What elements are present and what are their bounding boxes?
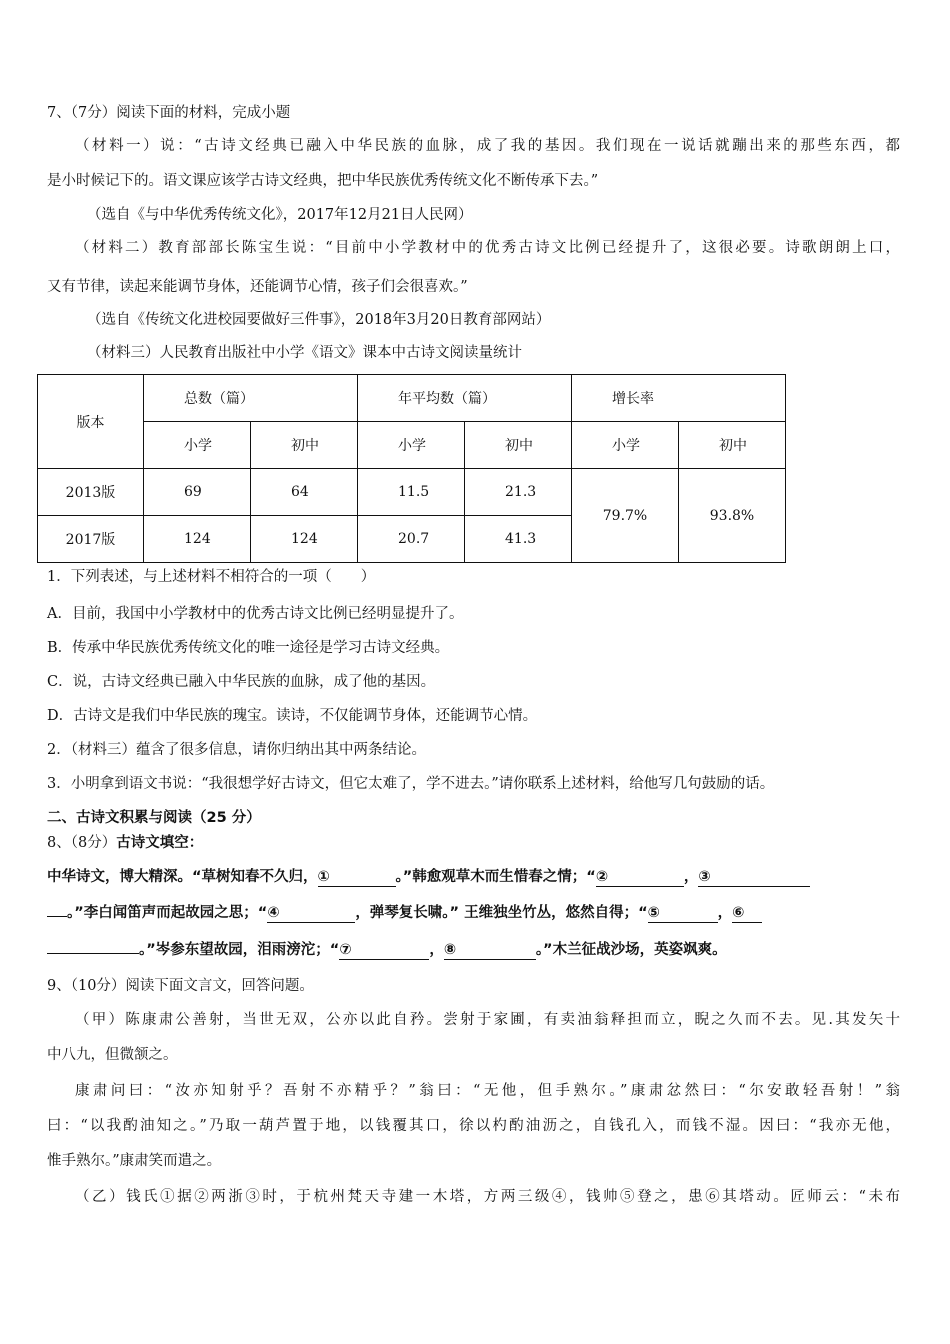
jia-line2: 中八九，但微颔之。	[47, 1047, 178, 1063]
q7-title: 7、（7分）阅读下面的材料，完成小题	[47, 105, 291, 121]
blank-6-cont[interactable]	[47, 953, 139, 954]
text: ，弹琴复长啸。” 王维独坐竹丛，悠然自得；“	[355, 905, 648, 921]
table-row	[38, 469, 786, 516]
q8-line3	[47, 940, 727, 960]
text: 。”岑参东望故园，泪雨滂沱；“	[139, 942, 340, 958]
text: 。”韩愈观草木而生惜春之情；“	[395, 869, 596, 885]
option-b: B．传承中华民族优秀传统文化的唯一途径是学习古诗文经典。	[47, 640, 450, 656]
value-cell: 69	[144, 469, 251, 516]
option-c: C．说，古诗文经典已融入中华民族的血脉，成了他的基因。	[47, 674, 436, 690]
material1-source: （选自《与中华优秀传统文化》，2017年12月21日人民网）	[87, 207, 473, 223]
option-a: A．目前，我国中小学教材中的优秀古诗文比例已经明显提升了。	[47, 606, 464, 622]
q9-title: 9、（10分）阅读下面文言文，回答问题。	[47, 978, 314, 994]
q8-line1	[47, 867, 810, 887]
blank-3[interactable]: ③	[698, 869, 810, 887]
material3-title: （材料三）人民教育出版社中小学《语文》课本中古诗文阅读量统计	[87, 345, 522, 361]
jia-line1: （甲）陈康肃公善射，当世无双，公亦以此自矜。尝射于家圃，有卖油翁释担而立，睨之久而不去。见.其发矢十	[75, 1012, 900, 1028]
text: ，	[429, 942, 444, 958]
blank-5[interactable]: ⑤	[648, 905, 718, 923]
subheader: 初中	[251, 422, 358, 469]
value-cell: 64	[251, 469, 358, 516]
growth-junior: 93.8%	[679, 469, 786, 563]
q8-line2	[47, 903, 762, 923]
blank-8[interactable]: ⑧	[444, 942, 536, 960]
edition-cell: 2013版	[38, 469, 144, 516]
value-cell: 11.5	[358, 469, 465, 516]
material1-line1: （材料一）说：“古诗文经典已融入中华民族的血脉，成了我的基因。我们现在一说话就蹦出来的那些东西，都	[75, 138, 900, 154]
header-annual-average: 年平均数（篇）	[358, 375, 572, 422]
para2-line1: 康肃问曰：“汝亦知射乎？吾射不亦精乎？”翁曰：“无他，但手熟尔。”康肃忿然曰：“尔安敢轻吾射！”翁	[75, 1083, 900, 1099]
yi-line1: （乙）钱氏①据②两浙③时，于杭州梵天寺建一木塔，方两三级④，钱帅⑤登之，患⑥其塔动。匠师云：“未布	[75, 1189, 900, 1205]
header-growth-rate: 增长率	[572, 375, 786, 422]
section-2-heading: 二、古诗文积累与阅读（25 分）	[47, 810, 261, 826]
text: 。”李白闻笛声而起故园之思；“	[67, 905, 268, 921]
blank-6[interactable]: ⑥	[732, 905, 762, 923]
text: 中华诗文，博大精深。“草树知春不久归，	[47, 869, 318, 885]
material2-source: （选自《传统文化进校园要做好三件事》，2018年3月20日教育部网站）	[87, 312, 551, 328]
value-cell: 41.3	[465, 516, 572, 563]
material2-line2: 又有节律，读起来能调节身体，还能调节心情，孩子们会很喜欢。”	[47, 279, 468, 295]
text: ，	[717, 905, 733, 921]
sub-question-2: 2．（材料三）蕴含了很多信息，请你归纳出其中两条结论。	[47, 742, 426, 758]
growth-primary: 79.7%	[572, 469, 679, 563]
reading-stats-table	[37, 374, 786, 563]
blank-4[interactable]: ④	[267, 905, 355, 923]
para2-line2: 曰：“以我酌油知之。”乃取一葫芦置于地，以钱覆其口，徐以杓酌油沥之，自钱孔入，而钱不湿。因曰：“我亦无他，	[47, 1118, 900, 1134]
text: ，	[683, 869, 699, 885]
value-cell: 21.3	[465, 469, 572, 516]
header-total: 总数（篇）	[144, 375, 358, 422]
subheader: 小学	[572, 422, 679, 469]
q8-prefix: 8、（8分）	[47, 835, 117, 851]
para2-line3: 惟手熟尔。”康肃笑而遣之。	[47, 1153, 222, 1169]
blank-3-cont[interactable]	[47, 916, 67, 917]
value-cell: 124	[144, 516, 251, 563]
blank-2[interactable]: ②	[596, 869, 684, 887]
subheader: 小学	[358, 422, 465, 469]
subheader: 小学	[144, 422, 251, 469]
material1-line2: 是小时候记下的。语文课应该学古诗文经典，把中华民族优秀传统文化不断传承下去。”	[47, 173, 599, 189]
q8-title	[47, 833, 203, 853]
subheader: 初中	[465, 422, 572, 469]
blank-7[interactable]: ⑦	[339, 942, 429, 960]
material2-line1: （材料二）教育部部长陈宝生说：“目前中小学教材中的优秀古诗文比例已经提升了，这很必要。诗歌朗朗上口，	[75, 240, 900, 256]
sub-question-1: 1．下列表述，与上述材料不相符合的一项（ ）	[47, 569, 376, 585]
edition-cell: 2017版	[38, 516, 144, 563]
option-d: D．古诗文是我们中华民族的瑰宝。读诗，不仅能调节身体，还能调节心情。	[47, 708, 538, 724]
value-cell: 20.7	[358, 516, 465, 563]
value-cell: 124	[251, 516, 358, 563]
sub-question-3: 3．小明拿到语文书说：“我很想学好古诗文，但它太难了，学不进去。”请你联系上述材料，给他写几句鼓励的话。	[47, 776, 775, 792]
header-edition: 版本	[38, 375, 144, 469]
q8-heading: 古诗文填空：	[116, 835, 204, 851]
blank-1[interactable]: ①	[318, 869, 396, 887]
text: 。”木兰征战沙场，英姿飒爽。	[535, 942, 727, 958]
subheader: 初中	[679, 422, 786, 469]
